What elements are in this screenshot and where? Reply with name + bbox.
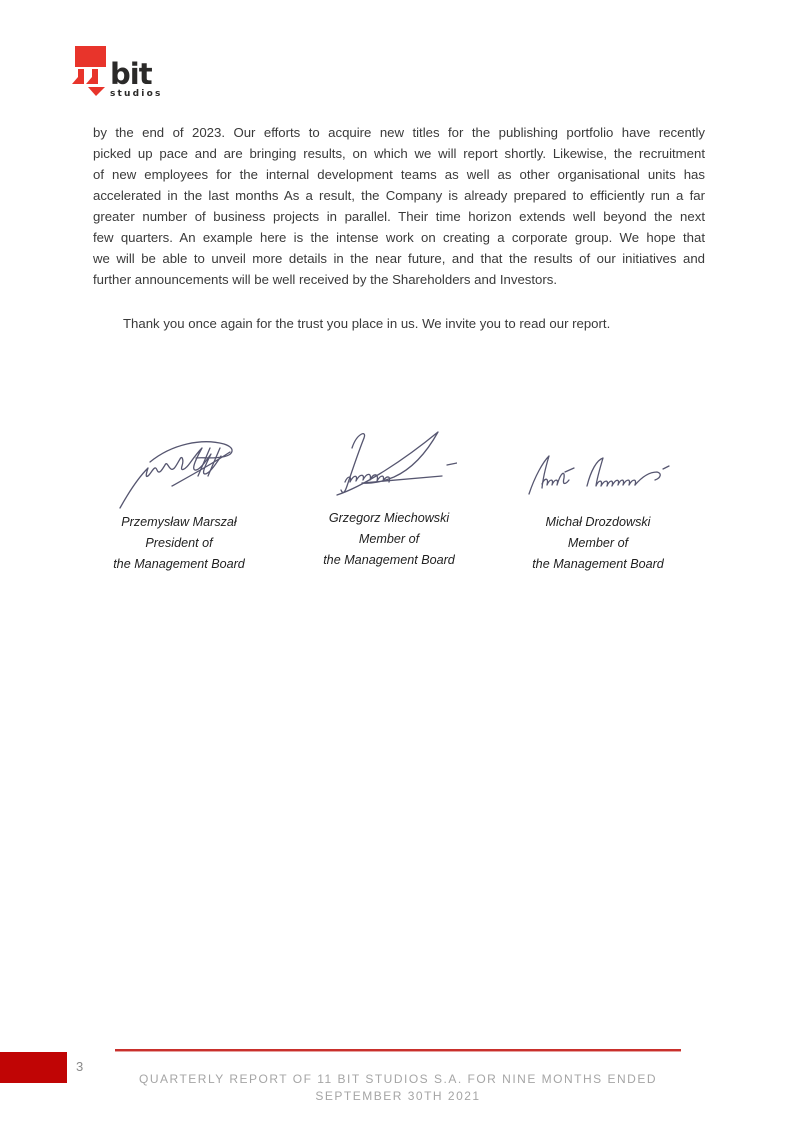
logo-wordmark (110, 57, 163, 99)
footer-red-accent-block (0, 1052, 67, 1083)
signature-przemyslaw-marszal-icon (114, 424, 244, 512)
body-line: picked up pace and are bringing results, on which we will report shortly. Likewise, the recruitment (93, 146, 705, 161)
signatory-title: the Management Board (532, 557, 664, 571)
thank-you-line: Thank you once again for the trust you place in us. We invite you to read our report. (123, 316, 611, 331)
signatory-block-michal-drozdowski (508, 420, 688, 575)
signatory-block-grzegorz-miechowski (304, 420, 474, 571)
body-line: of new employees for the internal development teams as well as other organisational units has (93, 167, 705, 182)
page-number: 3 (76, 1059, 84, 1074)
body-line: greater number of business projects in parallel. Their time horizon extends well beyond the next (93, 209, 705, 224)
footer-caption (115, 1071, 681, 1105)
signature-grzegorz-miechowski-icon (322, 420, 457, 508)
footer-caption-line2: SEPTEMBER 30TH 2021 (315, 1089, 481, 1103)
signatory-name: Przemysław Marszał (121, 515, 237, 529)
body-line: we will be able to unveil more details in the near future, and that the results of our initiatives and (93, 251, 705, 266)
signatory-title: the Management Board (113, 557, 245, 571)
body-line: accelerated in the last months As a result, the Company is already prepared to efficiently run a far (93, 188, 705, 203)
logo-studios-text: studios (110, 89, 163, 99)
footer-caption-line1: QUARTERLY REPORT OF 11 BIT STUDIOS S.A. FOR NINE MONTHS ENDED (138, 1072, 658, 1086)
signatory-name: Michał Drozdowski (545, 515, 651, 529)
logo-11-pixel-icon (72, 46, 106, 96)
body-line: by the end of 2023. Our efforts to acquire new titles for the publishing portfolio have recently (93, 125, 705, 140)
footer-rule (115, 1049, 681, 1051)
signatory-title: Member of (358, 532, 420, 546)
signatory-title: President of (145, 536, 213, 550)
body-line: few quarters. An example here is the intense work on creating a corporate group. We hope that (93, 230, 705, 245)
signature-michal-drozdowski-icon (521, 420, 676, 512)
signatory-title: Member of (567, 536, 629, 550)
company-logo (72, 46, 212, 100)
signatory-block-przemyslaw-marszal (94, 424, 264, 575)
logo-bit-text: bit (110, 57, 152, 91)
body-line: further announcements will be well received by the Shareholders and Investors. (93, 272, 558, 287)
signatory-title: the Management Board (323, 553, 455, 567)
body-paragraph (93, 122, 705, 290)
signatory-name: Grzegorz Miechowski (328, 511, 450, 525)
